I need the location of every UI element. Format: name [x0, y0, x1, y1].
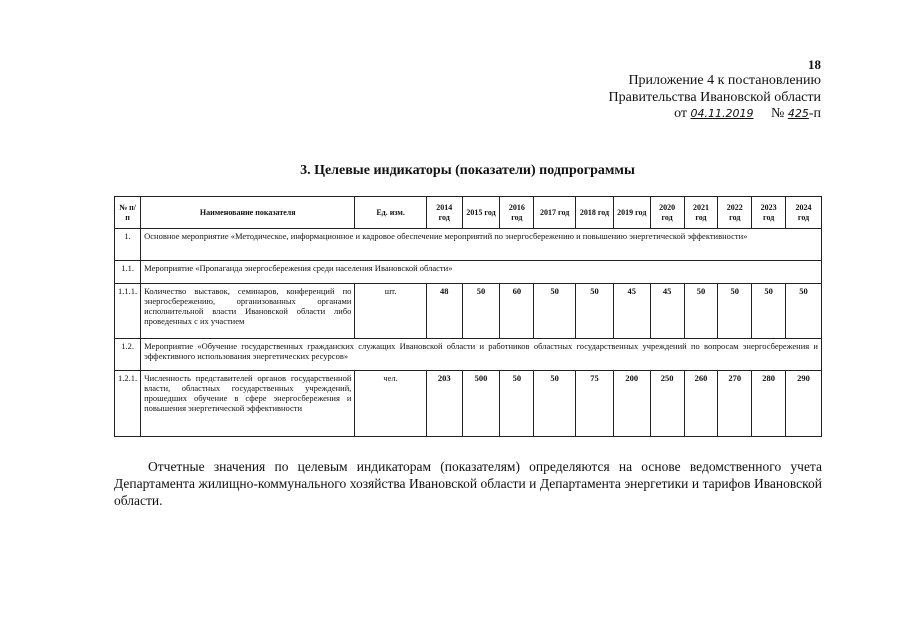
value-cell: 203	[426, 371, 462, 437]
col-year: 2019 год	[613, 197, 650, 229]
table-row	[115, 261, 822, 284]
row-text: Мероприятие «Пропаганда энергосбережения среди населения Ивановской области»	[141, 261, 822, 284]
value-cell: 200	[613, 371, 650, 437]
value-cell: 48	[426, 284, 462, 339]
value-cell: 45	[613, 284, 650, 339]
table-row	[115, 229, 822, 261]
col-year: 2020 год	[650, 197, 684, 229]
row-text: Численность представителей органов государственной власти, областных государственных учреждений, прошедших обучение в сфере энергосбережения и повышения энергетической эффективности	[141, 371, 355, 437]
table-row	[115, 339, 822, 371]
row-unit: чел.	[355, 371, 426, 437]
col-num: № п/п	[115, 197, 141, 229]
appendix-line: Приложение 4 к постановлению	[628, 73, 821, 88]
col-year: 2016 год	[500, 197, 534, 229]
row-num: 1.2.	[115, 339, 141, 371]
col-year: 2022 год	[718, 197, 752, 229]
value-cell: 75	[576, 371, 614, 437]
section-title: 3. Целевые индикаторы (показатели) подпрограммы	[300, 163, 635, 178]
value-cell: 290	[786, 371, 822, 437]
value-cell: 50	[752, 284, 786, 339]
value-cell: 50	[684, 284, 718, 339]
value-cell: 60	[500, 284, 534, 339]
col-year: 2024 год	[786, 197, 822, 229]
col-year: 2018 год	[576, 197, 614, 229]
page-number: 18	[808, 57, 821, 72]
value-cell: 50	[786, 284, 822, 339]
handwritten-date: 04.11.2019	[690, 107, 754, 120]
row-num: 1.1.	[115, 261, 141, 284]
row-num: 1.1.1.	[115, 284, 141, 339]
value-cell: 50	[534, 284, 576, 339]
table-row	[115, 371, 822, 437]
col-year: 2014 год	[426, 197, 462, 229]
table-row	[115, 284, 822, 339]
value-cell: 280	[752, 371, 786, 437]
table-header-row	[115, 197, 822, 229]
value-cell: 50	[500, 371, 534, 437]
row-text: Основное мероприятие «Методическое, информационное и кадровое обеспечение мероприятий по энергосбережению и повышению энергетической эффективности»	[141, 229, 822, 261]
value-cell: 50	[576, 284, 614, 339]
value-cell: 260	[684, 371, 718, 437]
date-prefix: от	[674, 106, 687, 121]
row-num: 1.2.1.	[115, 371, 141, 437]
value-cell: 500	[462, 371, 500, 437]
value-cell: 250	[650, 371, 684, 437]
col-year: 2023 год	[752, 197, 786, 229]
number-suffix: -п	[808, 106, 821, 121]
handwritten-number: 425	[787, 107, 809, 120]
row-num: 1.	[115, 229, 141, 261]
row-unit: шт.	[355, 284, 426, 339]
value-cell: 50	[462, 284, 500, 339]
col-year: 2015 год	[462, 197, 500, 229]
col-name: Наименование показателя	[141, 197, 355, 229]
row-text: Мероприятие «Обучение государственных гражданских служащих Ивановской области и работников областных государственных учреждений по вопросам энергосбережения и эффективного использования энергетических ресурсов»	[141, 339, 822, 371]
value-cell: 45	[650, 284, 684, 339]
indicators-table	[114, 196, 822, 437]
government-line: Правительства Ивановской области	[608, 90, 821, 105]
number-prefix: №	[770, 106, 785, 121]
col-unit: Ед. изм.	[355, 197, 426, 229]
value-cell: 50	[718, 284, 752, 339]
row-text: Количество выставок, семинаров, конференций по энергосбережению, организованных органами исполнительной власти Ивановской области либо проведенных с их участием	[141, 284, 355, 339]
col-year: 2017 год	[534, 197, 576, 229]
date-number-line	[674, 105, 821, 122]
col-year: 2021 год	[684, 197, 718, 229]
value-cell: 50	[534, 371, 576, 437]
value-cell: 270	[718, 371, 752, 437]
footer-paragraph: Отчетные значения по целевым индикаторам (показателям) определяются на основе ведомственного учета Департамента жилищно-коммунального хозяйства Ивановской области и Департамента энергетики и тарифов Ивановской области.	[114, 459, 822, 508]
